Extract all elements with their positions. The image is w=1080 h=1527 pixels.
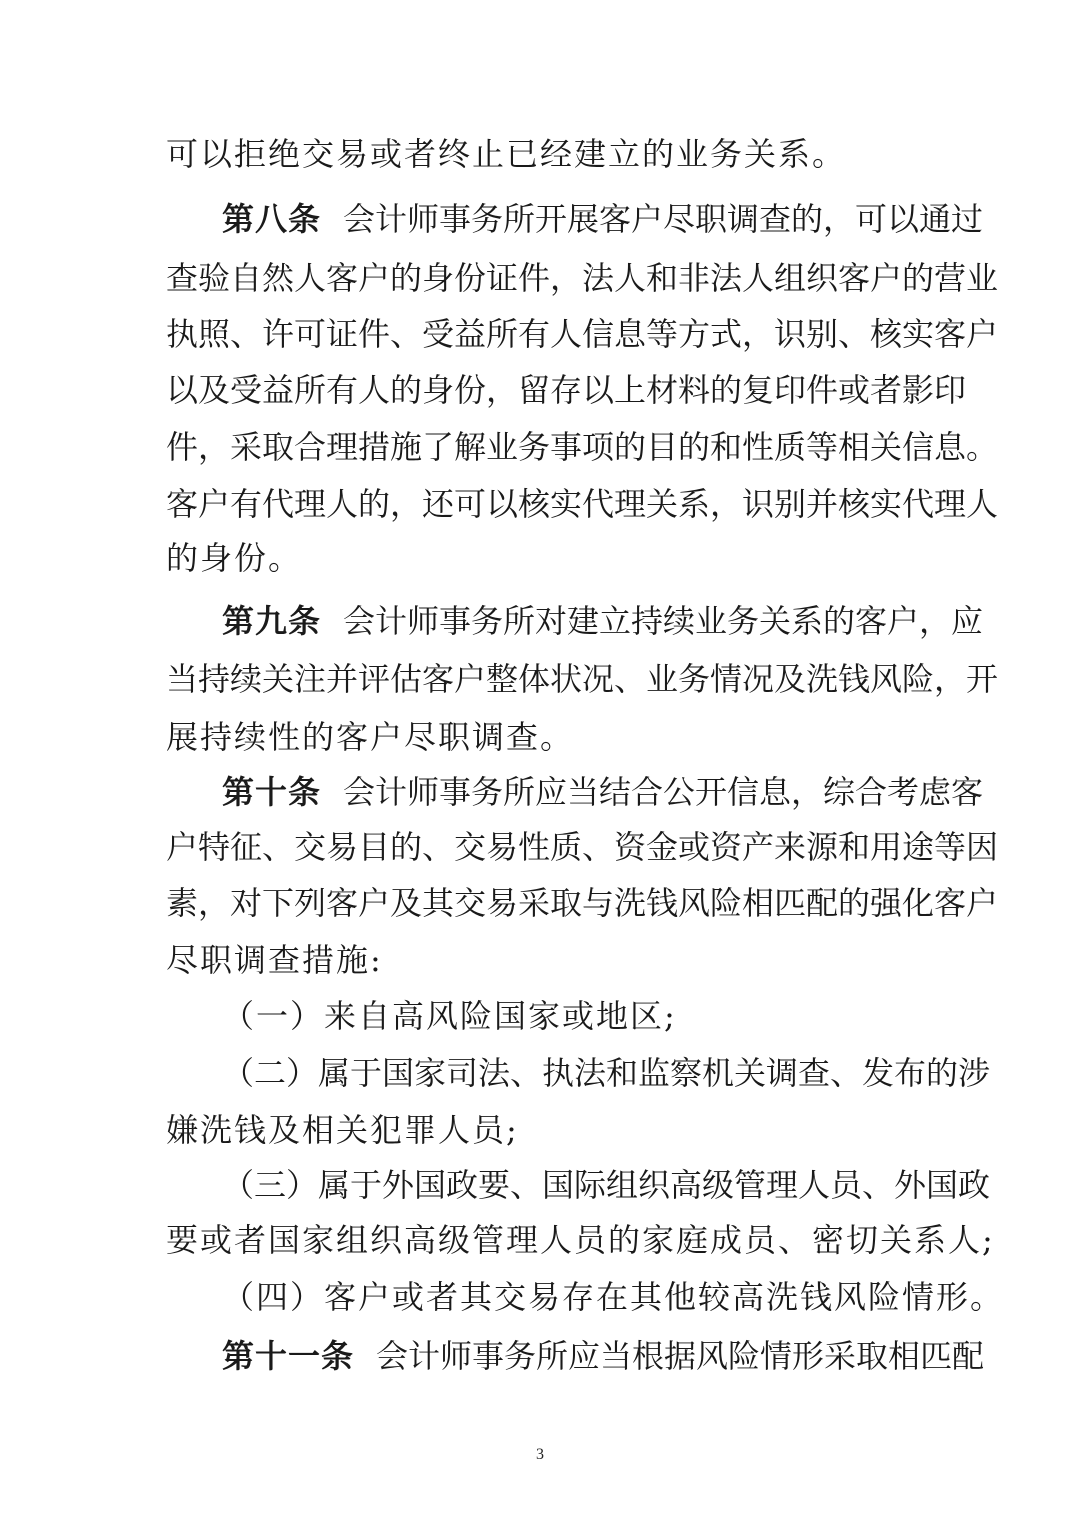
text-line: 户特征、交易目的、交易性质、资金或资产来源和用途等因 — [166, 828, 999, 866]
article-8-heading: 第八条 — [222, 200, 322, 238]
article-9-first-line — [222, 601, 984, 641]
article-11-heading: 第十一条 — [222, 1337, 355, 1375]
text-line: 执照、许可证件、受益所有人信息等方式，识别、核实客户 — [166, 315, 999, 353]
text-line: 以及受益所有人的身份，留存以上材料的复印件或者影印 — [166, 371, 967, 409]
article-9-heading: 第九条 — [222, 602, 322, 640]
article-8-first-line — [222, 199, 984, 239]
page-number: 3 — [536, 1446, 544, 1463]
list-item-2-continued: 嫌洗钱及相关犯罪人员; — [166, 1111, 519, 1149]
article-10-first-line — [222, 772, 984, 812]
article-10-text: 会计师事务所应当结合公开信息，综合考虑客 — [343, 773, 984, 811]
article-9-text: 会计师事务所对建立持续业务关系的客户，应 — [343, 602, 984, 640]
list-item-4: （四）客户或者其交易存在其他较高洗钱风险情形。 — [222, 1278, 1005, 1316]
text-line: 客户有代理人的，还可以核实代理关系，识别并核实代理人 — [166, 485, 999, 523]
text-line: 展持续性的客户尽职调查。 — [166, 718, 575, 756]
text-line: 素，对下列客户及其交易采取与洗钱风险相匹配的强化客户 — [166, 884, 999, 922]
article-11-text: 会计师事务所应当根据风险情形采取相匹配 — [376, 1337, 985, 1375]
article-10-heading: 第十条 — [222, 773, 322, 811]
list-item-3-continued: 要或者国家组织高级管理人员的家庭成员、密切关系人; — [166, 1221, 995, 1259]
text-line: 的身份。 — [166, 539, 303, 577]
text-line: 查验自然人客户的身份证件，法人和非法人组织客户的营业 — [166, 259, 999, 297]
article-8-text: 会计师事务所开展客户尽职调查的，可以通过 — [343, 200, 984, 238]
article-11-first-line — [222, 1336, 985, 1376]
list-item-3: （三）属于外国政要、国际组织高级管理人员、外国政 — [222, 1166, 991, 1204]
text-line: 当持续关注并评估客户整体状况、业务情况及洗钱风险，开 — [166, 660, 999, 698]
list-item-1: （一）来自高风险国家或地区; — [222, 997, 677, 1035]
list-item-2: （二）属于国家司法、执法和监察机关调查、发布的涉 — [222, 1054, 991, 1092]
text-line: 尽职调查措施: — [166, 941, 383, 979]
text-line: 可以拒绝交易或者终止已经建立的业务关系。 — [166, 135, 847, 173]
text-line: 件，采取合理措施了解业务事项的目的和性质等相关信息。 — [166, 428, 999, 466]
